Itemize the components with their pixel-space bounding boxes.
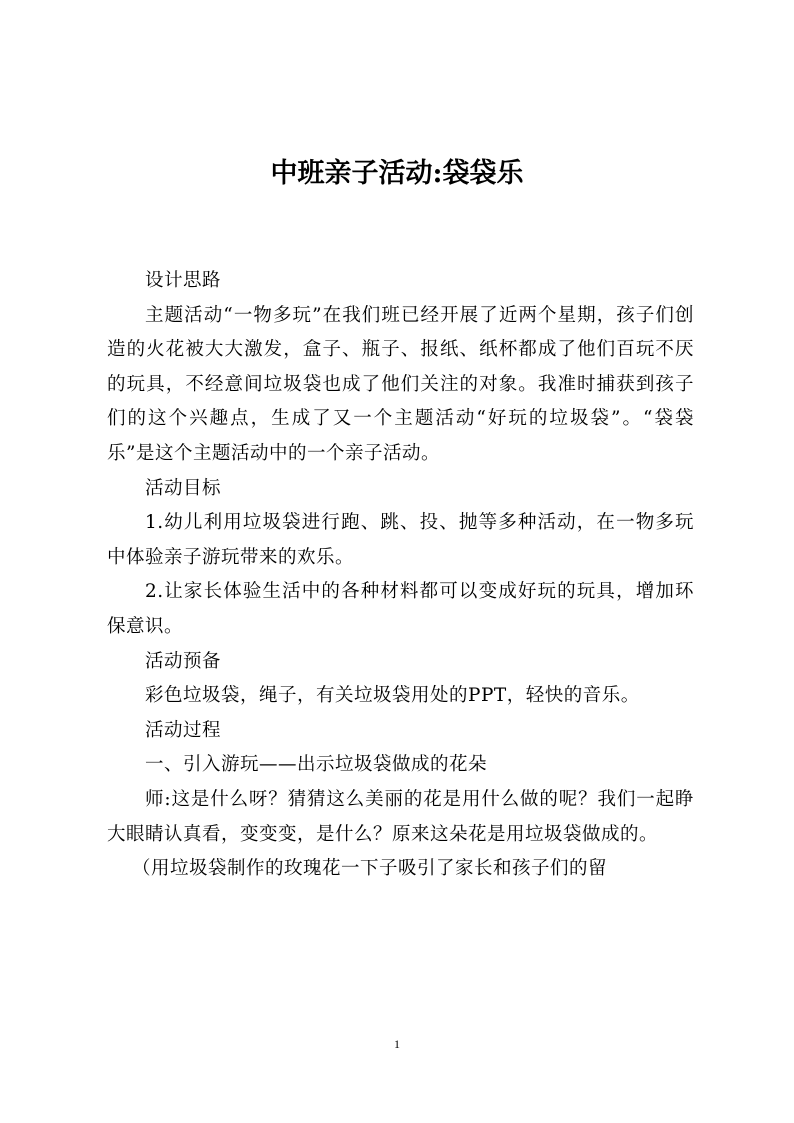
process-step-1-heading: 一、引入游玩——出示垃圾袋做成的花朵 [145, 754, 488, 776]
section-heading-goals: 活动目标 [145, 477, 222, 499]
paragraph-preparation: 彩色垃圾袋，绳子，有关垃圾袋用处的PPT，轻快的音乐。 [145, 685, 640, 707]
document-body [107, 264, 694, 887]
paragraph-note: （用垃圾袋制作的玫瑰花一下子吸引了家长和孩子们的留 [132, 858, 608, 880]
page-number: 1 [394, 1037, 400, 1051]
section-heading-preparation: 活动预备 [145, 650, 222, 672]
paragraph-design-idea: 主题活动“一物多玩”在我们班已经开展了近两个星期，孩子们创造的火花被大大激发，盒子、瓶子、报纸、纸杯都成了他们百玩不厌的玩具，不经意间垃圾袋也成了他们关注的对象。我准时捕获到孩子们的这个兴趣点，生成了又一个主题活动“好玩的垃圾袋”。“袋袋乐”是这个主题活动中的一个亲子活动。 [107, 304, 694, 464]
paragraph-teacher-dialogue: 师:这是什么呀？猜猜这么美丽的花是用什么做的呢？我们一起睁大眼睛认真看，变变变，是什么？原来这朵花是用垃圾袋做成的。 [107, 788, 694, 845]
goal-item-1: 1.幼儿利用垃圾袋进行跑、跳、投、抛等多种活动，在一物多玩中体验亲子游玩带来的欢乐。 [107, 512, 694, 568]
document-title: 中班亲子活动:袋袋乐 [270, 158, 524, 190]
section-heading-process: 活动过程 [145, 719, 222, 741]
goal-item-2: 2.让家长体验生活中的各种材料都可以变成好玩的玩具，增加环保意识。 [107, 581, 694, 637]
section-heading-design-idea: 设计思路 [145, 270, 222, 291]
